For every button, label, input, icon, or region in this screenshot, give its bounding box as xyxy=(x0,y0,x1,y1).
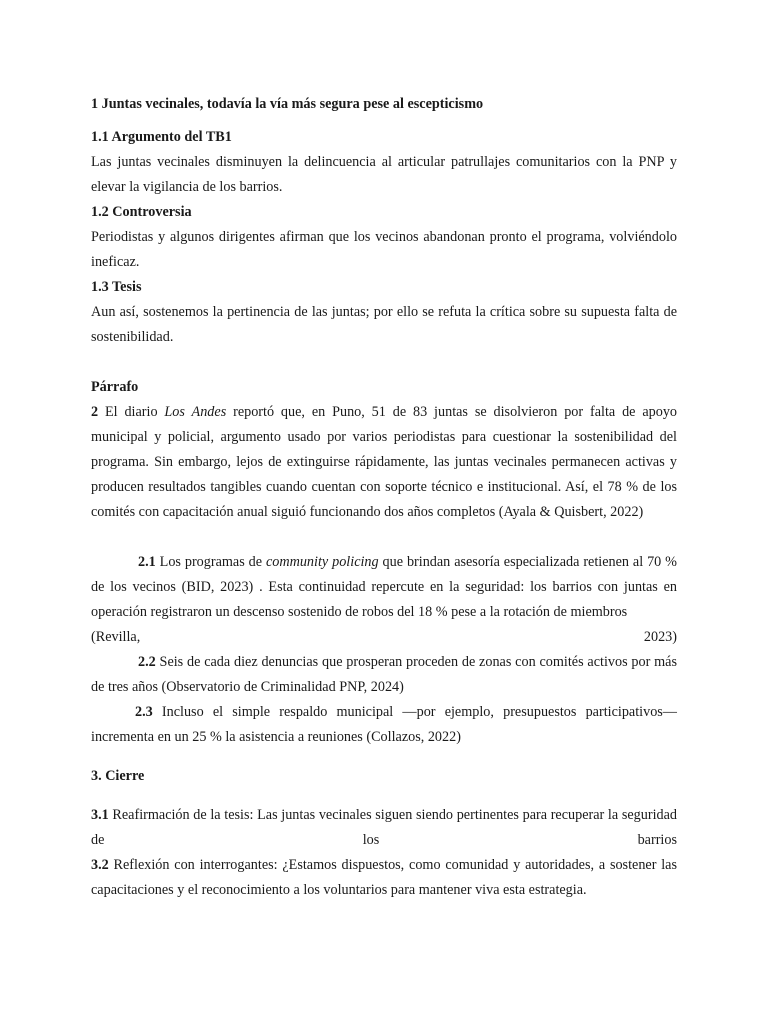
paragraph-2-1-term: community policing xyxy=(265,554,379,570)
paragraph-2-newspaper: Los Andes xyxy=(164,404,227,420)
paragraph-2-3-text: Incluso el simple respaldo municipal —por ejemplo, presupuestos participativos— incrementa en un 25 % la asistencia a reuniones (Collazos, 2022) xyxy=(91,704,677,745)
paragraph-2-2 xyxy=(91,650,677,700)
citation-year: 2023) xyxy=(643,629,677,645)
paragraph-3-1-number: 3.1 xyxy=(91,807,109,823)
section-text-1-2: Periodistas y algunos dirigentes afirman que los vecinos abandonan pronto el programa, volviéndolo ineficaz. xyxy=(91,229,677,270)
section-text-1-3: Aun así, sostenemos la pertinencia de las juntas; por ello se refuta la crítica sobre su supuesta falta de sostenibilidad. xyxy=(91,304,677,345)
paragraph-2-1-number: 2.1 xyxy=(138,554,156,570)
paragraph-2-1-pre: Los programas de xyxy=(155,554,266,570)
paragraph-3-1 xyxy=(91,803,677,853)
section-text-1-1: Las juntas vecinales disminuyen la delincuencia al articular patrullajes comunitarios con la PNP y elevar la vigilancia de los barrios. xyxy=(91,154,677,195)
paragraph-2-3 xyxy=(91,700,677,750)
section-heading-1-3: 1.3 Tesis xyxy=(91,279,142,295)
paragraph-2-2-text: Seis de cada diez denuncias que prosperan proceden de zonas con comités activos por más de tres años (Observatorio de Criminalidad PNP, 2024) xyxy=(91,654,677,695)
section-heading-1-1: 1.1 Argumento del TB1 xyxy=(91,129,232,145)
citation-author: (Revilla, xyxy=(91,629,141,645)
document-page xyxy=(91,92,677,903)
paragraph-2-3-number: 2.3 xyxy=(135,704,153,720)
paragraph-2-2-number: 2.2 xyxy=(138,654,156,670)
document-title: 1 Juntas vecinales, todavía la vía más segura pese al escepticismo xyxy=(91,96,484,112)
paragraph-2-pre: El diario xyxy=(98,404,165,420)
paragraph-2-1 xyxy=(91,550,677,625)
paragraph-3-1-text: Reafirmación de la tesis: Las juntas vecinales siguen siendo pertinentes para recuperar la seguridad de los barrios xyxy=(91,807,677,848)
section-heading-1-2: 1.2 Controversia xyxy=(91,204,192,220)
paragraph-2-post: reportó que, en Puno, 51 de 83 juntas se disolvieron por falta de apoyo municipal y policial, argumento usado por varios periodistas para cuestionar la sostenibilidad del programa. Sin embargo, lejos de extinguirse rápidamente, las juntas vecinales permanecen activas y producen resultados tangibles cuando cuentan con soporte técnico e institucional. Así, el 78 % de los comités con capacitación anual siguió funcionando dos años completos (Ayala & Quisbert, 2022) xyxy=(91,404,678,520)
paragraph-3-2-text: Reflexión con interrogantes: ¿Estamos dispuestos, como comunidad y autoridades, a sostener las capacitaciones y el reconocimiento a los voluntarios para mantener viva esta estrategia. xyxy=(91,857,677,898)
closing-heading: 3. Cierre xyxy=(91,768,145,784)
paragraph-2-number: 2 xyxy=(91,404,99,420)
paragraph-2-1-post: que brindan asesoría especializada retienen al 70 % de los vecinos (BID, 2023) . Esta continuidad repercute en la seguridad: los barrios con juntas en operación registraron un descenso sostenido de robos del 18 % pese a la rotación de miembros xyxy=(91,554,678,620)
paragraph-2 xyxy=(91,400,677,525)
paragraph-3-2-number: 3.2 xyxy=(91,857,109,873)
paragraph-3-2 xyxy=(91,853,677,903)
paragraph-2-1-citation xyxy=(91,625,677,650)
paragraph-heading: Párrafo xyxy=(91,379,139,395)
